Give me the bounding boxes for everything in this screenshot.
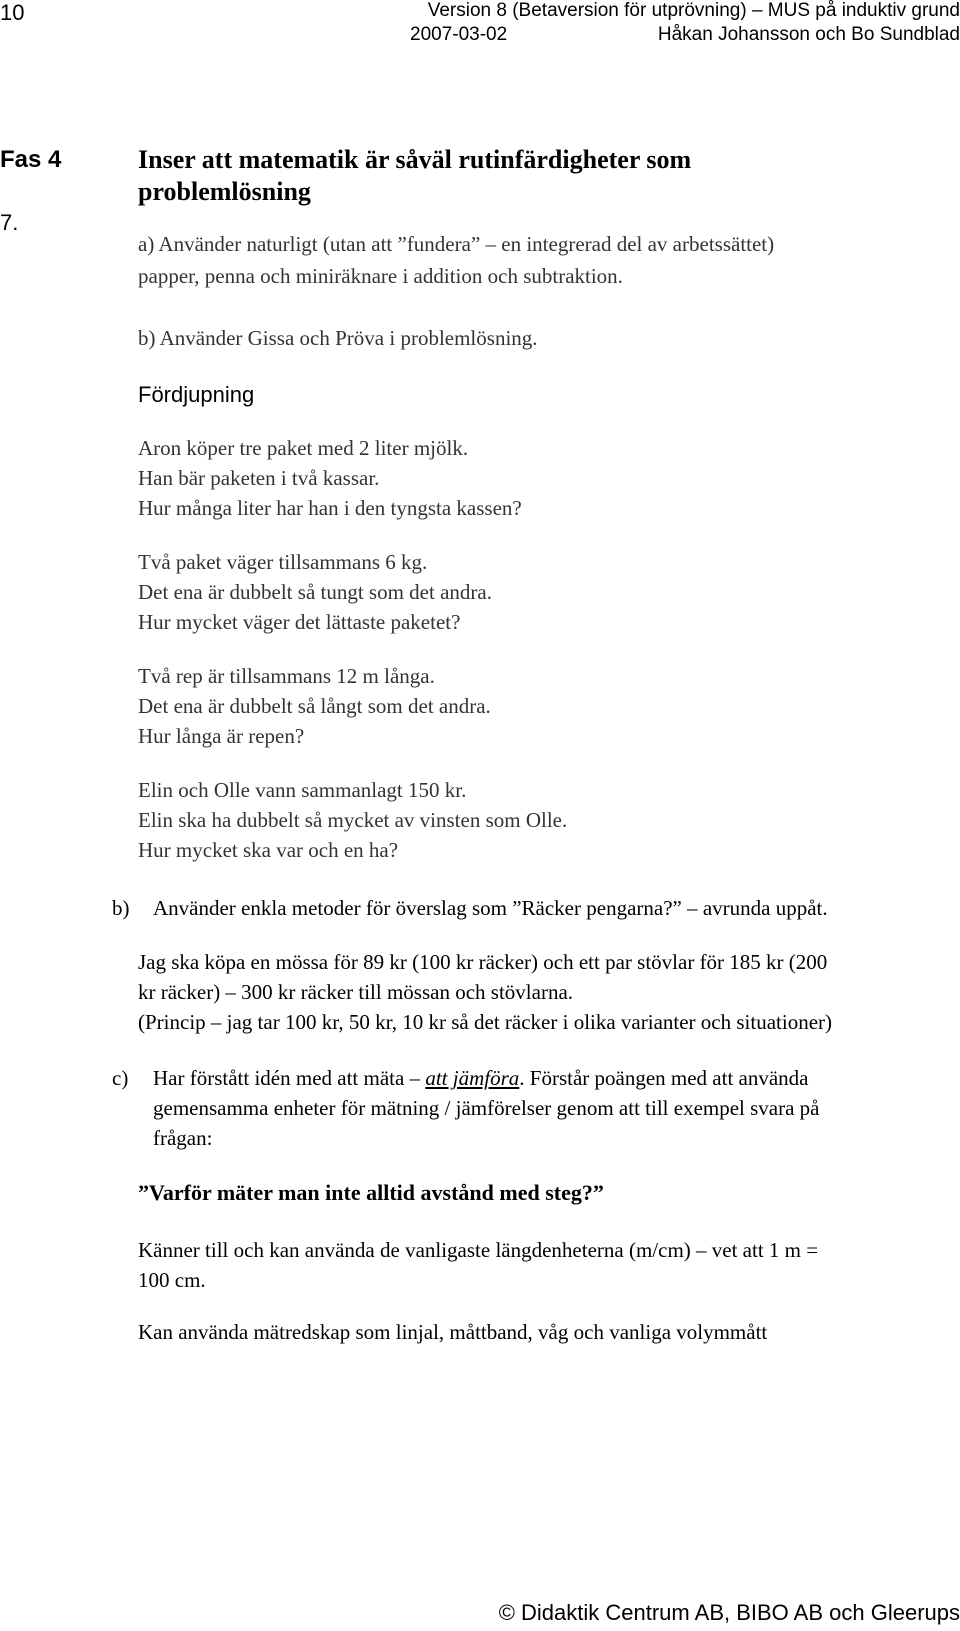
phase-label: Fas 4 (0, 146, 62, 173)
units-line-2: 100 cm. (138, 1268, 206, 1292)
page-number: 10 (0, 0, 25, 25)
heading-line-2: problemlösning (138, 177, 311, 206)
problem-1-line-1: Aron köper tre paket med 2 liter mjölk. (138, 436, 469, 460)
example-line-1: Jag ska köpa en mössa för 89 kr (100 kr räcker) och ett par stövlar för 185 kr (200 (138, 950, 828, 974)
header-date: 2007-03-02 (410, 24, 508, 45)
header-title: Version 8 (Betaversion för utprövning) – MUS på induktiv grund (427, 0, 960, 21)
heading-line-1: Inser att matematik är såväl rutinfärdigheter som (138, 145, 692, 174)
problem-4-line-2: Elin ska ha dubbelt så mycket av vinsten som Olle. (138, 808, 568, 832)
problem-3-line-1: Två rep är tillsammans 12 m långa. (138, 664, 435, 688)
problem-2-line-2: Det ena är dubbelt så tungt som det andra. (138, 580, 492, 604)
example-line-3: (Princip – jag tar 100 kr, 50 kr, 10 kr så det räcker i olika varianter och situationer) (138, 1010, 833, 1034)
header-authors: Håkan Johansson och Bo Sundblad (657, 24, 960, 45)
point-c-line-2: gemensamma enheter för mätning / jämförelser genom att till exempel svara på (153, 1096, 820, 1120)
point-a-line-2: papper, penna och miniräknare i addition och subtraktion. (138, 264, 623, 288)
point-a-line-1: a) Använder naturligt (utan att ”fundera” – en integrerad del av arbetssättet) (138, 232, 775, 256)
point-b-guess-and-test: b) Använder Gissa och Pröva i problemlösning. (138, 326, 538, 350)
point-b-label: b) (112, 896, 130, 920)
problem-1-line-3: Hur många liter har han i den tyngsta kassen? (138, 496, 522, 520)
units-line-1: Känner till och kan använda de vanligaste längdenheterna (m/cm) – vet att 1 m = (138, 1238, 819, 1262)
point-c-text-before: Har förstått idén med att mäta – (153, 1066, 426, 1090)
problem-4-line-1: Elin och Olle vann sammanlagt 150 kr. (138, 778, 467, 802)
problem-1-line-2: Han bär paketen i två kassar. (138, 466, 380, 490)
point-c-label: c) (112, 1066, 129, 1090)
example-line-2: kr räcker) – 300 kr räcker till mössan och stövlarna. (138, 980, 574, 1004)
footer-copyright: © Didaktik Centrum AB, BIBO AB och Gleerups (498, 1600, 960, 1625)
point-c-italic: att jämföra (425, 1066, 520, 1090)
problem-3-line-3: Hur långa är repen? (138, 724, 305, 748)
question-steps: ”Varför mäter man inte alltid avstånd med steg?” (138, 1180, 604, 1205)
measuring-tools: Kan använda mätredskap som linjal, måttband, våg och vanliga volymmått (138, 1320, 768, 1344)
point-b-estimation: Använder enkla metoder för överslag som ”Räcker pengarna?” – avrunda uppåt. (153, 896, 828, 920)
point-c-text-after: . Förstår poängen med att använda (519, 1066, 809, 1090)
problem-3-line-2: Det ena är dubbelt så långt som det andra. (138, 694, 491, 718)
section-heading (138, 144, 838, 208)
point-c-line-3: frågan: (153, 1126, 213, 1150)
problem-4-line-3: Hur mycket ska var och en ha? (138, 838, 399, 862)
problem-2-line-3: Hur mycket väger det lättaste paketet? (138, 610, 461, 634)
item-number: 7. (0, 210, 19, 235)
point-c-line-1 (153, 1066, 809, 1091)
problem-2-line-1: Två paket väger tillsammans 6 kg. (138, 550, 428, 574)
fordjupning-heading: Fördjupning (138, 382, 255, 407)
